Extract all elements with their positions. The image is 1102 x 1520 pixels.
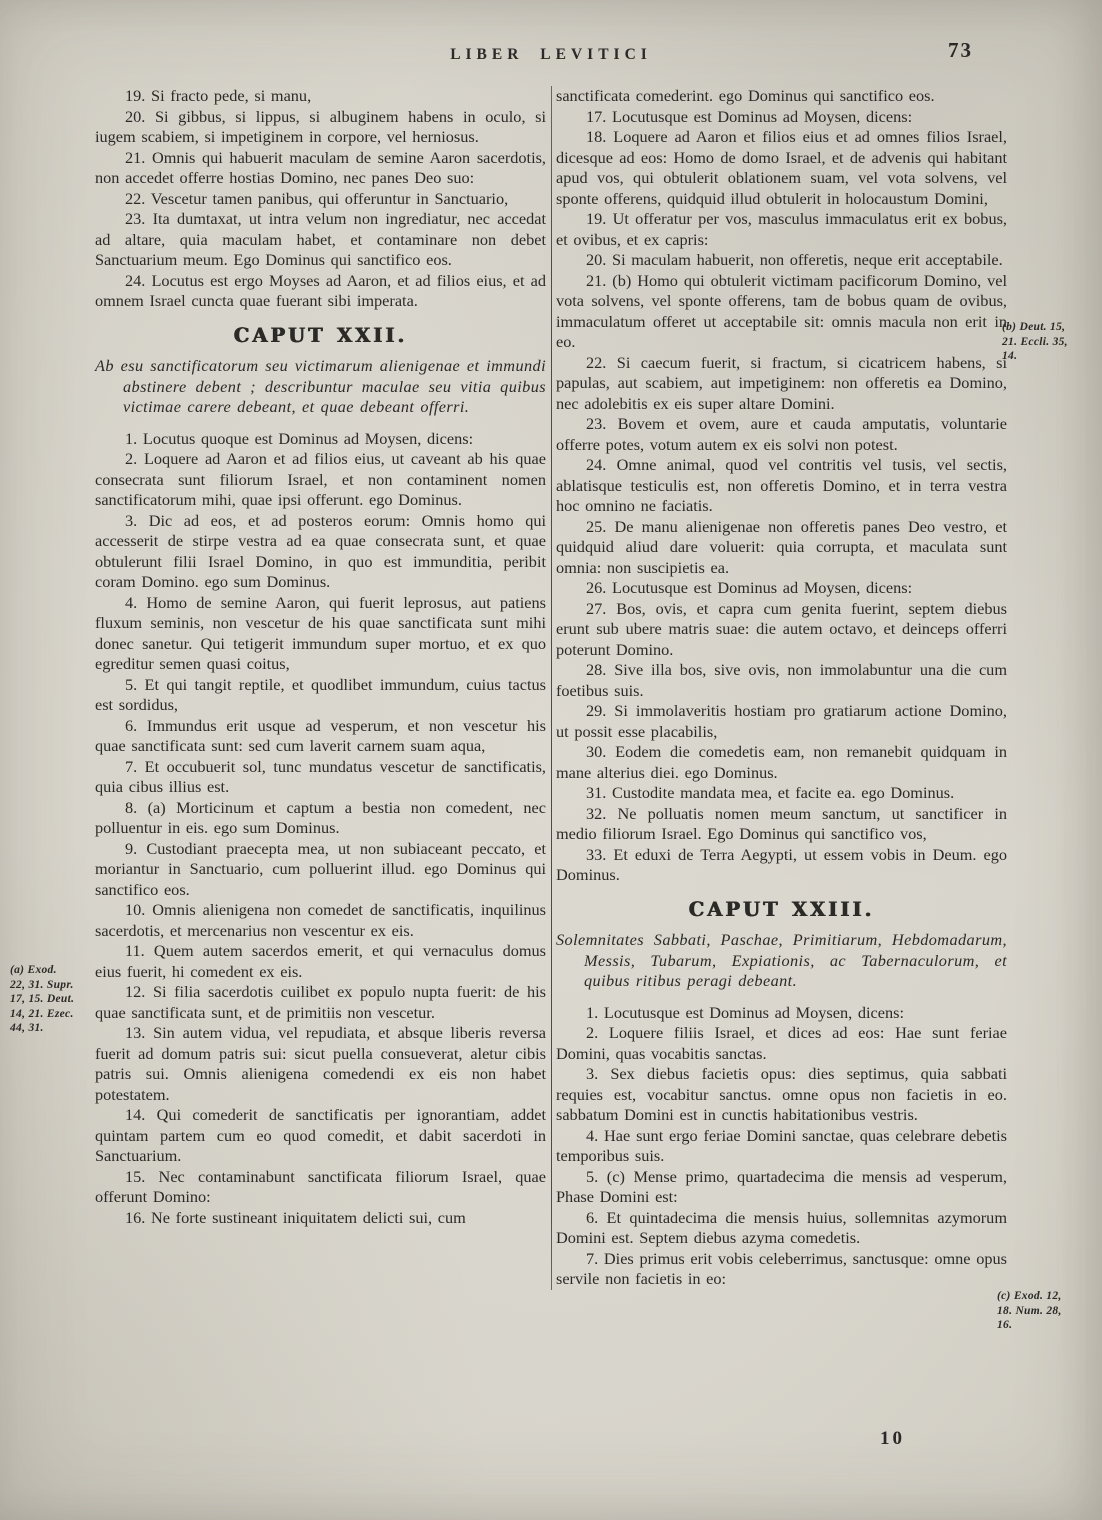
- gathering-signature: 10: [880, 1428, 905, 1449]
- verse-paragraph: 1. Locutus quoque est Dominus ad Moysen, dicens:: [125, 428, 474, 448]
- margin-note-line: 14, 21. Ezec.: [10, 1007, 74, 1020]
- verse-paragraph: 10. Omnis alienigena non comedet de sanctificatis, inquilinus sacerdotis, et mercenarius non vescentur ex eis.: [95, 900, 546, 940]
- margin-note-line: 22, 31. Supr.: [10, 978, 74, 991]
- chapter23-verses: [556, 1003, 1007, 1290]
- verse-paragraph: 2. Loquere filiis Israel, et dices ad eos: Hae sunt feriae Domini, quas vocabitis sanctas.: [556, 1023, 1007, 1063]
- margin-note-line: 21. Eccli. 35,: [1002, 335, 1068, 348]
- verse-paragraph: 29. Si immolaveritis hostiam pro gratiarum actione Domino, ut possit esse placabilis,: [556, 701, 1007, 741]
- verse-paragraph: 17. Locutusque est Dominus ad Moysen, dicens:: [586, 106, 913, 126]
- verse-paragraph: 2. Loquere ad Aaron et ad filios eius, ut caveant ab his quae consecrata sunt filiorum Israel, et non contaminent nomen sanctificatorum mihi, quae ipsi offerunt. ego Dominus.: [95, 449, 546, 509]
- verse-paragraph: 20. Si maculam habuerit, non offeretis, neque erit acceptabile.: [586, 250, 1003, 269]
- verse-paragraph: 23. Bovem et ovem, aure et cauda amputatis, voluntarie offerre potes, votum autem ex eis solvi non potest.: [556, 414, 1007, 454]
- verse-paragraph: 22. Si caecum fuerit, si fractum, si cicatricem habens, si papulas, aut scabiem, aut impetiginem: non offeretis ea Domino, nec adolebitis ex eis super altare Domini.: [556, 352, 1007, 413]
- chapter-heading-caput23: CAPUT XXIII.: [688, 897, 875, 921]
- verse-paragraph: 4. Hae sunt ergo feriae Domini sanctae, quas celebrare debetis temporibus suis.: [556, 1125, 1007, 1165]
- verse-paragraph: 24. Locutus est ergo Moyses ad Aaron, et ad filios eius, et ad omnem Israel cuncta quae fuerant sibi imperata.: [95, 270, 546, 310]
- verse-paragraph: 31. Custodite mandata mea, et facite ea. ego Dominus.: [586, 783, 955, 802]
- verse-paragraph: 6. Immundus erit usque ad vesperum, et non vescetur his quae sanctificata sunt: sed cum laverit carnem suam aqua,: [95, 715, 546, 755]
- verse-paragraph: 12. Si filia sacerdotis cuilibet ex populo nupta fuerit: de his quae sanctificata sunt, et de primitiis non vescetur.: [95, 982, 546, 1022]
- verse-paragraph: 3. Sex diebus facietis opus: dies septimus, quia sabbati requies est, vocabitur sanctus. omne opus non facietis in eo. sabbatum Domini est in cunctis habitationibus vestris.: [556, 1064, 1007, 1124]
- verse-paragraph: 5. (c) Mense primo, quartadecima die mensis ad vesperum, Phase Domini est:: [556, 1166, 1007, 1206]
- verse-paragraph: 9. Custodiant praecepta mea, ut non subiaceant peccato, et moriantur in Sanctuario, cum polluerint illud. ego Dominus qui sanctifico eos.: [95, 838, 546, 899]
- verse-paragraph: 3. Dic ad eos, et ad posteros eorum: Omnis homo qui accesserit de stirpe vestra ad ea quae consecrata sunt, et quae obtulerunt filii Israel Domino, in quo est immunditia, peribit coram Domino. ego sum Dominus.: [95, 510, 546, 591]
- verse-paragraph: 13. Sin autem vidua, vel repudiata, et absque liberis reversa fuerit ad domum patris sui: sicut puella consueverat, aletur cibis patris sui. Omnis alienigena comedendi ex eis non habet potestatem.: [95, 1023, 546, 1104]
- verse-paragraph: 24. Omne animal, quod vel contritis vel tusis, vel sectis, ablatisque testiculis est, non offeretis Domino, et in terra vestra hoc omnino ne faciatis.: [556, 455, 1007, 515]
- verse-paragraph: 28. Sive illa bos, sive ovis, non immolabuntur una die cum foetibus suis.: [556, 660, 1007, 700]
- verse-paragraph: 11. Quem autem sacerdos emerit, et qui vernaculus domus eius fuerit, hi comedent ex eis.: [95, 941, 546, 981]
- left-column: [95, 86, 546, 1290]
- verse-paragraph: 21. (b) Homo qui obtulerit victimam pacificorum Domino, vel vota solvens, vel sponte offerens, tam de bobus quam de ovibus, immaculatum offeret ut acceptabile sit: omnis macula non erit in eo.: [556, 270, 1007, 351]
- verse-paragraph: 19. Ut offeratur per vos, masculus immaculatus erit ex bobus, et ovibus, et ex capris:: [556, 209, 1007, 249]
- margin-note-line: 18. Num. 28,: [997, 1304, 1062, 1317]
- folio-page-number: 73: [948, 38, 973, 62]
- right-column: [556, 86, 1007, 1290]
- verse-paragraph: 1. Locutusque est Dominus ad Moysen, dicens:: [586, 1002, 904, 1022]
- verse-paragraph: 15. Nec contaminabunt sanctificata filiorum Israel, quae offerunt Domino:: [95, 1166, 546, 1206]
- margin-note-line: (c) Exod. 12,: [997, 1290, 1062, 1302]
- verse-paragraph: 6. Et quintadecima die mensis huius, sollemnitas azymorum Domini est. Septem diebus azyma comedetis.: [556, 1207, 1007, 1247]
- verse-paragraph: 5. Et qui tangit reptile, et quodlibet immundum, cuius tactus est sordidus,: [95, 674, 546, 714]
- verse-paragraph: 7. Et occubuerit sol, tunc mundatus vescetur de sanctificatis, quia cibus illius est.: [95, 756, 546, 796]
- verse-paragraph: 22. Vescetur tamen panibus, qui offeruntur in Sanctuario,: [125, 188, 509, 208]
- chapter22-verses-right: [556, 107, 1007, 886]
- verse-paragraph: 32. Ne polluatis nomen meum sanctum, ut sanctificer in medio filiorum Israel. Ego Dominus qui sanctifico vos,: [556, 803, 1007, 843]
- running-head-title: LIBER LEVITICI: [450, 46, 652, 63]
- margin-note-b: [1002, 320, 1100, 364]
- margin-note-line: 16.: [997, 1319, 1013, 1331]
- chapter-argument-caput23: Solemnitates Sabbati, Paschae, Primitiarum, Hebdomadarum, Messis, Tubarum, Expiationis, ac Tabernaculorum, et quibus ritibus peragi debeant.: [556, 930, 1007, 990]
- verse16-carryover: sanctificata comederint. ego Dominus qui sanctifico eos.: [556, 86, 935, 105]
- verse-paragraph: 23. Ita dumtaxat, ut intra velum non ingrediatur, nec accedat ad altare, quia maculam habet, et contaminare non debet Sanctuarium meum. Ego Dominus qui sanctifico eos.: [95, 209, 546, 269]
- chapter21-verses: [95, 86, 546, 312]
- chapter-heading-caput22: CAPUT XXII.: [233, 323, 408, 347]
- verse-paragraph: 19. Si fracto pede, si manu,: [125, 86, 312, 105]
- verse-paragraph: 18. Loquere ad Aaron et filios eius et ad omnes filios Israel, dicesque ad eos: Homo de domo Israel, et de advenis qui habitant apud vos, qui obtulerit oblationem suam, vel vota solvens, vel sponte offerens, quidquid illud obtulerit in holocaustum Domini,: [556, 127, 1007, 208]
- margin-note-c: [997, 1289, 1097, 1333]
- verse-paragraph: 25. De manu alienigenae non offeretis panes Deo vestro, et quidquid aliud dare voluerit: quia corrupta, et maculata sunt omnia: non suscipietis ea.: [556, 516, 1007, 577]
- margin-note-line: (a) Exod.: [10, 964, 57, 976]
- verse-paragraph: 4. Homo de semine Aaron, qui fuerit leprosus, aut patiens fluxum seminis, non vescetur de his quae sanctificata sunt mihi donec sanetur. Qui tetigerit immundum super mortuo, et ex quo egreditur semen quasi coitus,: [95, 592, 546, 673]
- verse-paragraph: 8. (a) Morticinum et captum a bestia non comedent, nec polluentur in eis. ego sum Dominus.: [95, 797, 546, 837]
- verse-paragraph: 30. Eodem die comedetis eam, non remanebit quidquam in mane alterius diei. ego Dominus.: [556, 742, 1007, 782]
- verse-paragraph: 20. Si gibbus, si lippus, si albuginem habens in oculo, si iugem scabiem, si impetiginem in corpore, vel herniosus.: [95, 106, 546, 146]
- verse-paragraph: 21. Omnis qui habuerit maculam de semine Aaron sacerdotis, non accedet offerre hostias Domino, nec panes Deo suo:: [95, 147, 546, 187]
- verse-paragraph: 26. Locutusque est Dominus ad Moysen, dicens:: [586, 578, 913, 597]
- verse-paragraph: 33. Et eduxi de Terra Aegypti, ut essem vobis in Deum. ego Dominus.: [556, 844, 1007, 884]
- chapter-argument-caput22: Ab esu sanctificatorum seu victimarum alienigenae et immundi abstinere debent ; describuntur maculae seu vitia quibus victimae carere debeant, et quae debeant offerri.: [95, 356, 546, 416]
- margin-note-line: 17, 15. Deut.: [10, 993, 75, 1005]
- margin-note-line: 44, 31.: [10, 1022, 44, 1034]
- text-columns: [95, 86, 1008, 1290]
- verse-paragraph: 27. Bos, ovis, et capra cum genita fuerint, septem diebus erunt sub ubere matris suae: die autem octavo, et deinceps offerri poterunt Domino.: [556, 598, 1007, 659]
- verse-paragraph: 14. Qui comederit de sanctificatis per ignorantiam, addet quintam partem cum eo quod comedit, et dabit sacerdoti in Sanctuarium.: [95, 1105, 546, 1165]
- margin-note-line: 14.: [1002, 350, 1018, 362]
- margin-note-a: [10, 963, 94, 1036]
- column-divider-rule: [551, 86, 552, 1290]
- verse-paragraph: 16. Ne forte sustineant iniquitatem delicti sui, cum: [125, 1207, 466, 1227]
- chapter22-verses-left: [95, 429, 546, 1229]
- margin-note-line: (b) Deut. 15,: [1002, 321, 1066, 333]
- verse-paragraph: 7. Dies primus erit vobis celeberrimus, sanctusque: omne opus servile non facietis in eo:: [556, 1248, 1007, 1288]
